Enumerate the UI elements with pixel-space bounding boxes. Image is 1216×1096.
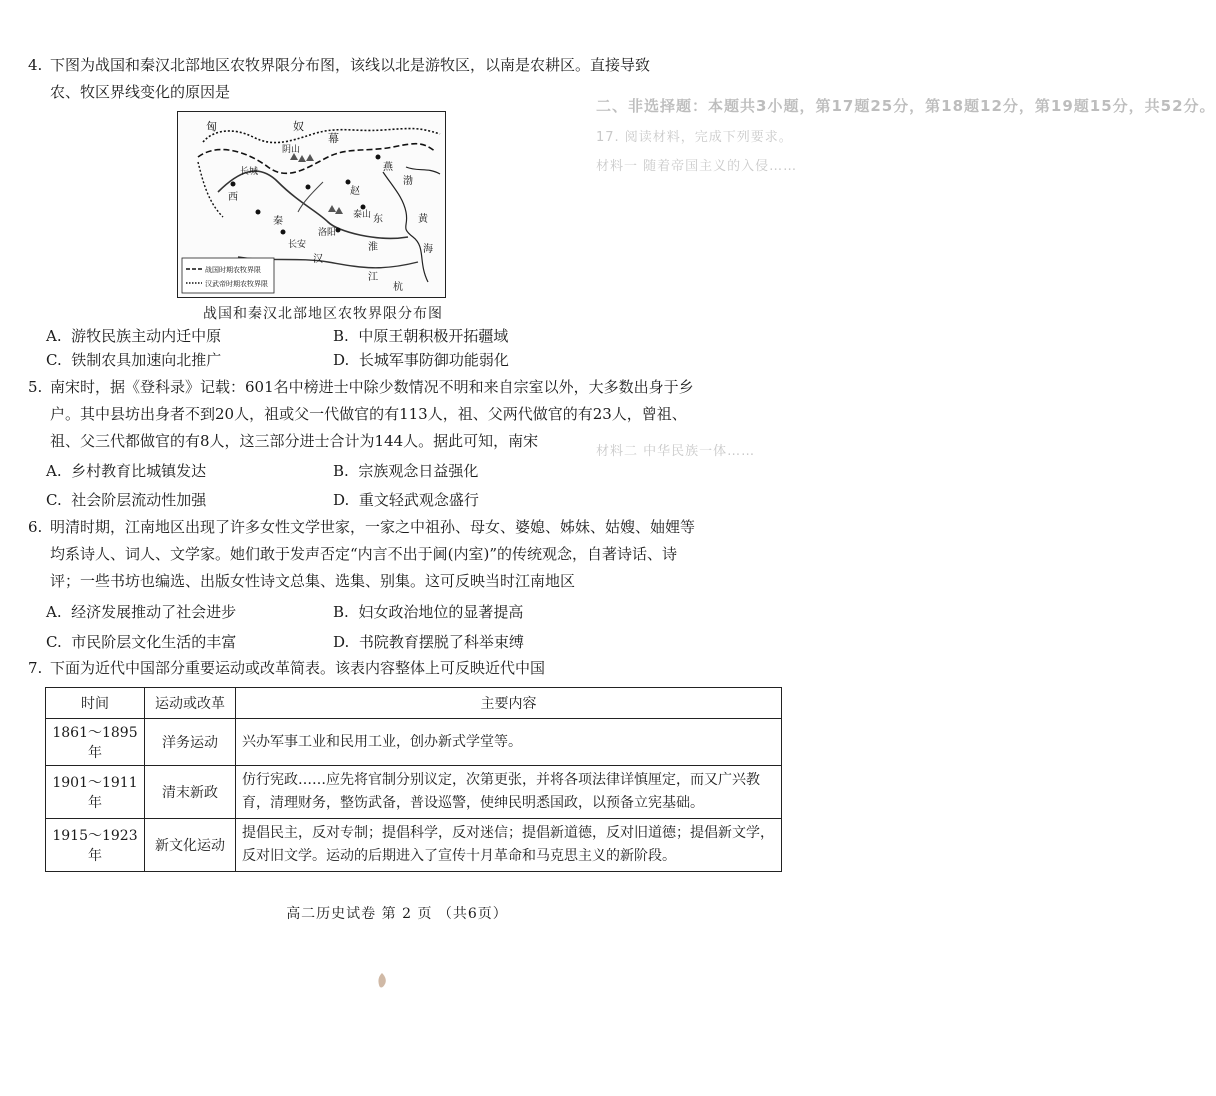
question-4-stem	[28, 52, 788, 106]
map-label: 东	[373, 214, 383, 225]
ink-smudge	[376, 972, 388, 990]
map-label: 洛阳	[318, 228, 337, 238]
table-row	[46, 719, 782, 766]
option-text: 铁制农具加速向北推广	[71, 351, 222, 369]
option-label: B.	[333, 462, 349, 480]
page-footer: 高二历史试卷 第 2 页 （共6页）	[286, 906, 508, 922]
question-text: 南宋时，据《登科录》记载：601名中榜进士中除少数情况不明和来自宗室以外，大多数出身于乡	[50, 378, 694, 396]
map-label: 阴山	[282, 145, 301, 155]
table-cell-content: 兴办军事工业和民用工业，创办新式学堂等。	[236, 719, 782, 766]
option-text: 中原王朝积极开拓疆域	[358, 327, 509, 345]
table-cell-time: 1915～1923 年	[46, 819, 145, 872]
reform-table	[45, 687, 782, 872]
question-text: 下图为战国和秦汉北部地区农牧界限分布图，该线以北是游牧区，以南是农耕区。直接导致	[50, 56, 651, 74]
option-text: 书院教育摆脱了科举束缚	[358, 633, 524, 651]
question-number: 6.	[28, 518, 43, 536]
table-header: 主要内容	[236, 688, 782, 719]
question-6-stem	[28, 514, 788, 595]
question-text: 下面为近代中国部分重要运动或改革简表。该表内容整体上可反映近代中国	[50, 659, 546, 677]
map-legend	[182, 258, 274, 293]
bleed-through-line-3: 材料一 随着帝国主义的入侵……	[596, 159, 798, 174]
map-label: 渤	[403, 176, 413, 187]
question-text: 明清时期，江南地区出现了许多女性文学世家，一家之中祖孙、母女、婆媳、姊妹、姑嫂、妯娌等	[50, 518, 696, 536]
bleed-through-line-2: 17. 阅读材料，完成下列要求。	[596, 130, 793, 145]
map-label: 泰山	[353, 210, 372, 220]
option-text: 长城军事防御功能弱化	[358, 351, 509, 369]
table-row	[46, 766, 782, 819]
table-cell-content: 提倡民主，反对专制；提倡科学，反对迷信；提倡新道德，反对旧道德；提倡新文学，反对旧文学。运动的后期进入了宣传十月革命和马克思主义的新阶段。	[236, 819, 782, 872]
table-cell-name: 清末新政	[145, 766, 236, 819]
map-graphic	[178, 112, 445, 297]
option-B[interactable]	[333, 601, 523, 622]
option-label: C.	[46, 633, 62, 651]
table-header: 运动或改革	[145, 688, 236, 719]
option-D[interactable]	[333, 631, 524, 652]
option-D[interactable]	[333, 489, 479, 510]
question-text: 均系诗人、词人、文学家。她们敢于发声否定“内言不出于阃(内室)”的传统观念，自著诗话、诗	[50, 545, 678, 563]
map-label: 西	[228, 192, 238, 203]
map-label: 赵	[350, 186, 360, 197]
question-7-stem	[28, 655, 788, 682]
option-label: A.	[46, 327, 62, 345]
table-cell-time: 1861～1895 年	[46, 719, 145, 766]
table-row	[46, 819, 782, 872]
option-text: 妇女政治地位的显著提高	[358, 603, 524, 621]
bleed-through-line-1: 二、非选择题：本题共3小题，第17题25分，第18题12分，第19题15分，共52分。	[596, 97, 1216, 115]
map-label: 长城	[240, 167, 259, 177]
table-cell-name: 洋务运动	[145, 719, 236, 766]
question-text: 评；一些书坊也编选、出版女性诗文总集、选集、别集。这可反映当时江南地区	[50, 572, 576, 590]
option-label: D.	[333, 491, 350, 509]
map-label: 海	[423, 244, 433, 255]
option-text: 乡村教育比城镇发达	[71, 462, 207, 480]
legend-label: 汉武帝时期农牧界限	[205, 280, 268, 288]
option-A[interactable]	[46, 325, 221, 346]
map-label: 杭	[393, 282, 403, 293]
option-D[interactable]	[333, 349, 509, 370]
table-cell-content: 仿行宪政……应先将官制分别议定，次第更张，并将各项法律详慎厘定，而又广兴教育，清理财务，整饬武备，普设巡警，使绅民明悉国政，以预备立宪基础。	[236, 766, 782, 819]
map-label: 匈	[206, 120, 217, 133]
option-label: B.	[333, 327, 349, 345]
map-label: 奴	[293, 120, 304, 133]
option-text: 社会阶层流动性加强	[71, 491, 207, 509]
table-header: 时间	[46, 688, 145, 719]
option-text: 宗族观念日益强化	[358, 462, 479, 480]
option-text: 游牧民族主动内迁中原	[71, 327, 222, 345]
option-B[interactable]	[333, 460, 478, 481]
option-label: C.	[46, 491, 62, 509]
map-label: 汉	[313, 254, 323, 265]
option-label: D.	[333, 633, 350, 651]
table-header-row	[46, 688, 782, 719]
option-B[interactable]	[333, 325, 508, 346]
option-label: B.	[333, 603, 349, 621]
option-C[interactable]	[46, 489, 206, 510]
option-label: C.	[46, 351, 62, 369]
map-caption: 战国和秦汉北部地区农牧界限分布图	[203, 306, 443, 322]
map-label: 淮	[368, 242, 378, 253]
question-number: 4.	[28, 56, 43, 74]
question-text: 祖、父三代都做官的有8人，这三部分进士合计为144人。据此可知，南宋	[50, 432, 539, 450]
question-text: 农、牧区界线变化的原因是	[50, 83, 231, 101]
option-label: A.	[46, 462, 62, 480]
table-cell-time: 1901～1911 年	[46, 766, 145, 819]
option-text: 经济发展推动了社会进步	[71, 603, 237, 621]
question-number: 7.	[28, 659, 43, 677]
option-A[interactable]	[46, 601, 236, 622]
legend-label: 战国时期农牧界限	[205, 266, 261, 274]
map-label: 幕	[328, 132, 339, 145]
option-text: 市民阶层文化生活的丰富	[71, 633, 237, 651]
map-label: 长安	[288, 240, 307, 250]
question-5-stem	[28, 374, 788, 455]
option-A[interactable]	[46, 460, 206, 481]
question-number: 5.	[28, 378, 43, 396]
option-text: 重文轻武观念盛行	[358, 491, 479, 509]
question-text: 户。其中县坊出身者不到20人，祖或父一代做官的有113人，祖、父两代做官的有23人，曾祖、	[50, 405, 687, 423]
option-label: D.	[333, 351, 350, 369]
option-C[interactable]	[46, 349, 221, 370]
table-cell-name: 新文化运动	[145, 819, 236, 872]
bleed-through-line-4: 材料二 中华民族一体……	[596, 444, 756, 459]
historical-map	[177, 111, 446, 298]
map-label: 燕	[383, 162, 393, 173]
option-label: A.	[46, 603, 62, 621]
map-label: 黄	[418, 214, 428, 225]
map-label: 秦	[273, 216, 283, 227]
option-C[interactable]	[46, 631, 236, 652]
map-label: 江	[368, 272, 378, 283]
